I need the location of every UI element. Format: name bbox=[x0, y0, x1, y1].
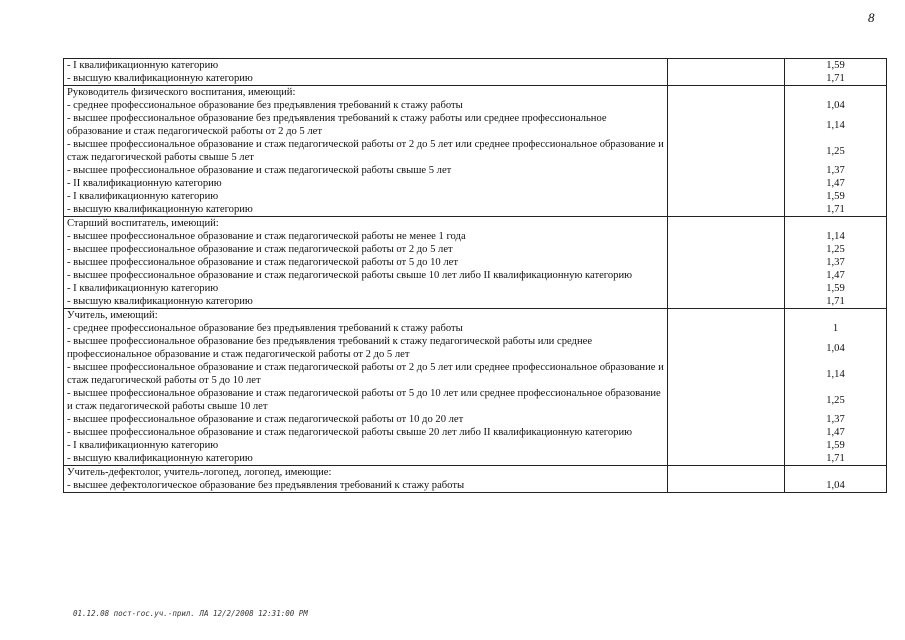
table-row bbox=[64, 72, 887, 86]
row-description: - высшую квалификационную категорию bbox=[64, 295, 668, 309]
row-description: - высшее профессиональное образование и стаж педагогической работы от 10 до 20 лет bbox=[64, 413, 668, 426]
coefficient-value: 1,04 bbox=[785, 479, 887, 493]
coefficient-value bbox=[785, 309, 887, 323]
empty-cell bbox=[668, 309, 785, 323]
table-row bbox=[64, 426, 887, 439]
empty-cell bbox=[668, 217, 785, 231]
empty-cell bbox=[668, 230, 785, 243]
empty-cell bbox=[668, 479, 785, 493]
empty-cell bbox=[668, 138, 785, 164]
table-row bbox=[64, 164, 887, 177]
empty-cell bbox=[668, 282, 785, 295]
empty-cell bbox=[668, 203, 785, 217]
row-description: - II квалификационную категорию bbox=[64, 177, 668, 190]
row-description: - высшее профессиональное образование и стаж педагогической работы от 2 до 5 лет bbox=[64, 243, 668, 256]
table-row bbox=[64, 86, 887, 100]
row-description: - I квалификационную категорию bbox=[64, 190, 668, 203]
row-description: - высшее профессиональное образование и стаж педагогической работы не менее 1 года bbox=[64, 230, 668, 243]
row-description: - высшее профессиональное образование и стаж педагогической работы от 2 до 5 лет или среднее профессиональное образование и стаж педагогической работы свыше 5 лет bbox=[64, 138, 668, 164]
table-row bbox=[64, 479, 887, 493]
table-row bbox=[64, 243, 887, 256]
row-description: - среднее профессиональное образование без предъявления требований к стажу работы bbox=[64, 322, 668, 335]
empty-cell bbox=[668, 86, 785, 100]
empty-cell bbox=[668, 99, 785, 112]
row-description: - высшую квалификационную категорию bbox=[64, 452, 668, 466]
table-row bbox=[64, 99, 887, 112]
table-row bbox=[64, 138, 887, 164]
table-row bbox=[64, 466, 887, 480]
empty-cell bbox=[668, 361, 785, 387]
table-row bbox=[64, 282, 887, 295]
table-row bbox=[64, 177, 887, 190]
empty-cell bbox=[668, 466, 785, 480]
table-body bbox=[64, 59, 887, 493]
table-row bbox=[64, 269, 887, 282]
coefficient-table bbox=[63, 58, 887, 493]
row-description: - высшее профессиональное образование без предъявления требований к стажу педагогической работы или среднее профессиональное образование и стаж педагогической работы от 2 до 5 лет bbox=[64, 335, 668, 361]
group-heading: Учитель, имеющий: bbox=[64, 309, 668, 323]
row-description: - высшее профессиональное образование и стаж педагогической работы от 5 до 10 лет или среднее профессиональное образование и стаж педагогической работы свыше 10 лет bbox=[64, 387, 668, 413]
row-description: - высшее профессиональное образование и стаж педагогической работы свыше 10 лет либо II квалификационную категорию bbox=[64, 269, 668, 282]
empty-cell bbox=[668, 452, 785, 466]
group-heading: Учитель-дефектолог, учитель-логопед, логопед, имеющие: bbox=[64, 466, 668, 480]
coefficient-value: 1,14 bbox=[785, 230, 887, 243]
coefficient-value: 1,14 bbox=[785, 112, 887, 138]
page-number: 8 bbox=[868, 10, 875, 25]
coefficient-value: 1,59 bbox=[785, 439, 887, 452]
coefficient-value bbox=[785, 466, 887, 480]
coefficient-value: 1,25 bbox=[785, 387, 887, 413]
empty-cell bbox=[668, 269, 785, 282]
coefficient-value: 1,47 bbox=[785, 426, 887, 439]
table-row bbox=[64, 295, 887, 309]
coefficient-value: 1,47 bbox=[785, 269, 887, 282]
row-description: - высшее профессиональное образование без предъявления требований к стажу работы или среднее профессиональное образование и стаж педагогической работы от 2 до 5 лет bbox=[64, 112, 668, 138]
table-row bbox=[64, 217, 887, 231]
empty-cell bbox=[668, 322, 785, 335]
empty-cell bbox=[668, 190, 785, 203]
empty-cell bbox=[668, 387, 785, 413]
empty-cell bbox=[668, 72, 785, 86]
table-row bbox=[64, 413, 887, 426]
coefficient-value: 1,71 bbox=[785, 203, 887, 217]
empty-cell bbox=[668, 59, 785, 73]
row-description: - высшее дефектологическое образование без предъявления требований к стажу работы bbox=[64, 479, 668, 493]
coefficient-value: 1,37 bbox=[785, 256, 887, 269]
coefficient-value: 1,59 bbox=[785, 282, 887, 295]
coefficient-value: 1,04 bbox=[785, 99, 887, 112]
table-row bbox=[64, 230, 887, 243]
coefficient-value bbox=[785, 86, 887, 100]
coefficient-value: 1,04 bbox=[785, 335, 887, 361]
coefficient-value: 1,14 bbox=[785, 361, 887, 387]
row-description: - высшее профессиональное образование и стаж педагогической работы свыше 5 лет bbox=[64, 164, 668, 177]
coefficient-value: 1,71 bbox=[785, 452, 887, 466]
coefficient-value: 1,37 bbox=[785, 413, 887, 426]
coefficient-value: 1,37 bbox=[785, 164, 887, 177]
row-description: - высшее профессиональное образование и стаж педагогической работы от 5 до 10 лет bbox=[64, 256, 668, 269]
table-row bbox=[64, 361, 887, 387]
table-row bbox=[64, 335, 887, 361]
table-row bbox=[64, 322, 887, 335]
group-heading: Старший воспитатель, имеющий: bbox=[64, 217, 668, 231]
row-description: - I квалификационную категорию bbox=[64, 439, 668, 452]
table-row bbox=[64, 387, 887, 413]
coefficient-value bbox=[785, 217, 887, 231]
empty-cell bbox=[668, 439, 785, 452]
coefficient-value: 1 bbox=[785, 322, 887, 335]
coefficient-value: 1,59 bbox=[785, 190, 887, 203]
table-row bbox=[64, 309, 887, 323]
row-description: - I квалификационную категорию bbox=[64, 282, 668, 295]
coefficient-value: 1,47 bbox=[785, 177, 887, 190]
row-description: - I квалификационную категорию bbox=[64, 59, 668, 73]
empty-cell bbox=[668, 177, 785, 190]
table-row bbox=[64, 190, 887, 203]
table-row bbox=[64, 256, 887, 269]
table-row bbox=[64, 439, 887, 452]
empty-cell bbox=[668, 335, 785, 361]
table-row bbox=[64, 203, 887, 217]
coefficient-value: 1,71 bbox=[785, 295, 887, 309]
footer-file-info: 01.12.08 пост-гос.уч.-прил. ЛА 12/2/2008 12:31:00 PM bbox=[73, 609, 308, 618]
empty-cell bbox=[668, 243, 785, 256]
empty-cell bbox=[668, 256, 785, 269]
empty-cell bbox=[668, 164, 785, 177]
empty-cell bbox=[668, 295, 785, 309]
row-description: - высшее профессиональное образование и стаж педагогической работы от 2 до 5 лет или среднее профессиональное образование и стаж педагогической работы от 5 до 10 лет bbox=[64, 361, 668, 387]
coefficient-value: 1,71 bbox=[785, 72, 887, 86]
row-description: - высшее профессиональное образование и стаж педагогической работы свыше 20 лет либо II квалификационную категорию bbox=[64, 426, 668, 439]
group-heading: Руководитель физического воспитания, имеющий: bbox=[64, 86, 668, 100]
table-row bbox=[64, 59, 887, 73]
row-description: - высшую квалификационную категорию bbox=[64, 203, 668, 217]
empty-cell bbox=[668, 413, 785, 426]
row-description: - высшую квалификационную категорию bbox=[64, 72, 668, 86]
table-row bbox=[64, 452, 887, 466]
coefficient-value: 1,59 bbox=[785, 59, 887, 73]
row-description: - среднее профессиональное образование без предъявления требований к стажу работы bbox=[64, 99, 668, 112]
coefficient-value: 1,25 bbox=[785, 138, 887, 164]
empty-cell bbox=[668, 426, 785, 439]
coefficient-value: 1,25 bbox=[785, 243, 887, 256]
empty-cell bbox=[668, 112, 785, 138]
table-row bbox=[64, 112, 887, 138]
